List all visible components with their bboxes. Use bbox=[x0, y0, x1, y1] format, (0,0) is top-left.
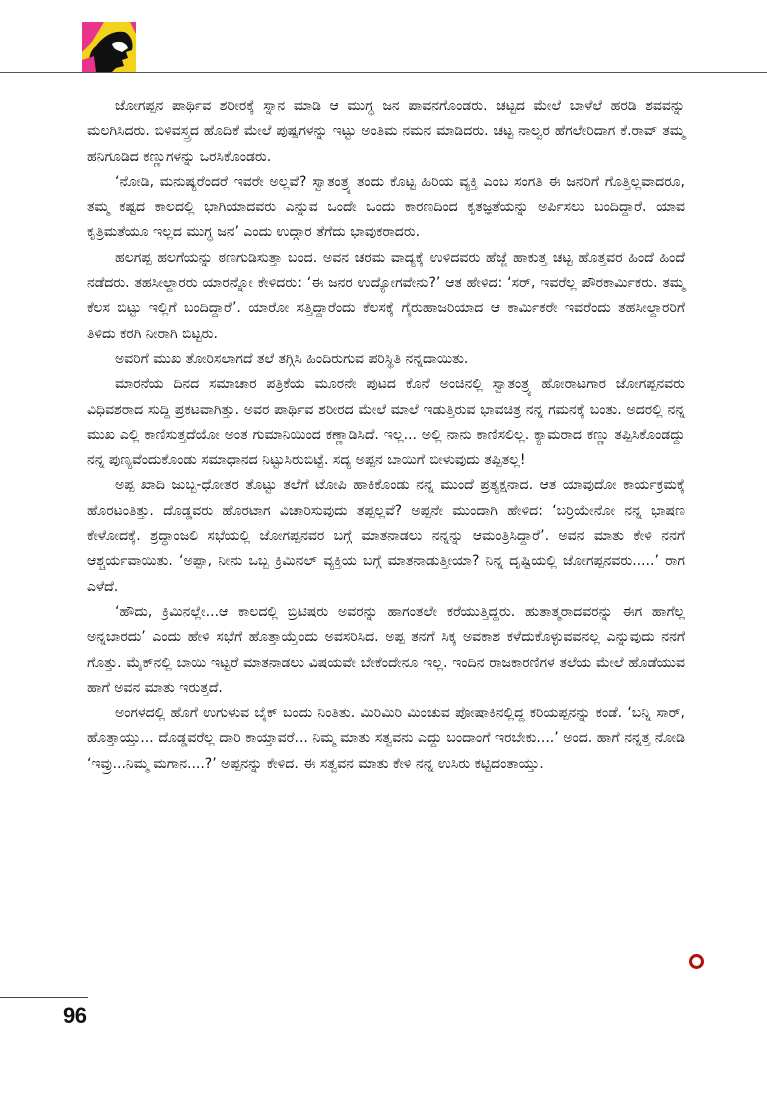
paragraph: ಮಾರನೆಯ ದಿನದ ಸಮಾಚಾರ ಪತ್ರಿಕೆಯ ಮೂರನೇ ಪುಟದ ಕೊನೆ ಅಂಚಿನಲ್ಲಿ ಸ್ವಾತಂತ್ರ್ಯ ಹೋರಾಟಗಾರ ಜೋಗಪ್ಪನವರು ವಿಧಿವಶರಾದ ಸುದ್ದಿ ಪ್ರಕಟವಾಗಿತ್ತು. ಅವರ ಪಾರ್ಥಿವ ಶರೀರದ ಮೇಲೆ ಮಾಲೆ ಇಡುತ್ತಿರುವ ಭಾವಚಿತ್ರ ನನ್ನ ಗಮನಕ್ಕೆ ಬಂತು. ಅದರಲ್ಲಿ ನನ್ನ ಮುಖ ಎಲ್ಲಿ ಕಾಣಿಸುತ್ತದೆಯೋ ಅಂತ ಗುಮಾನಿಯಿಂದ ಕಣ್ಣಾಡಿಸಿದೆ. ಇಲ್ಲ... ಅಲ್ಲಿ ನಾನು ಕಾಣಿಸಲಿಲ್ಲ. ಕ್ಯಾಮರಾದ ಕಣ್ಣು ತಪ್ಪಿಸಿಕೊಂಡದ್ದು ನನ್ನ ಪುಣ್ಯವೆಂದುಕೊಂಡು ಸಮಾಧಾನದ ನಿಟ್ಟುಸಿರುಬಿಟ್ಟೆ. ಸದ್ಯ ಅಪ್ಪನ ಬಾಯಿಗೆ ಬೀಳುವುದು ತಪ್ಪಿತಲ್ಲ! bbox=[87, 376, 685, 469]
paragraph: ‘ಹೌದು, ಕ್ರಿಮಿನಲ್ಲೇ...ಆ ಕಾಲದಲ್ಲಿ ಬ್ರಿಟಿಷರು ಅವರನ್ನು ಹಾಗಂತಲೇ ಕರೆಯುತ್ತಿದ್ದರು. ಹುತಾತ್ಮರಾದವರನ್ನು ಈಗ ಹಾಗೆಲ್ಲ ಅನ್ನಬಾರದು’ ಎಂದು ಹೇಳಿ ಸಭೆಗೆ ಹೊತ್ತಾಯ್ತೆಂದು ಅವಸರಿಸಿದ. ಅಪ್ಪ ತನಗೆ ಸಿಕ್ಕ ಅವಕಾಶ ಕಳೆದುಕೊಳ್ಳುವವನಲ್ಲ ಎನ್ನುವುದು ನನಗೆ ಗೊತ್ತು. ಮೈಕ್‌ನಲ್ಲಿ ಬಾಯಿ ಇಟ್ಟರೆ ಮಾತನಾಡಲು ವಿಷಯವೇ ಬೇಕೆಂದೇನೂ ಇಲ್ಲ. ಇಂದಿನ ರಾಜಕಾರಣಿಗಳ ತಲೆಯ ಮೇಲೆ ಹೊಡೆಯುವ ಹಾಗೆ ಅವನ ಮಾತು ಇರುತ್ತದೆ. bbox=[87, 603, 685, 696]
paragraph: ಅಂಗಳದಲ್ಲಿ ಹೊಗೆ ಉಗುಳುವ ಬೈಕ್ ಬಂದು ನಿಂತಿತು. ಮಿರಿಮಿರಿ ಮಿಂಚುವ ಪೋಷಾಕಿನಲ್ಲಿದ್ದ ಕರಿಯಪ್ಪನನ್ನು ಕಂಡೆ. ‘ಬನ್ನಿ ಸಾರ್, ಹೊತ್ತಾಯ್ತು... ದೊಡ್ಡವರೆಲ್ಲ ದಾರಿ ಕಾಯ್ತಾವರೆ... ನಿಮ್ಮ ಮಾತು ಸತ್ವವನು ಎದ್ದು ಬಂದಾಂಗೆ ಇರಬೇಕು....’ ಅಂದ. ಹಾಗೆ ನನ್ನತ್ತ ನೋಡಿ ‘ಇವ್ರು...ನಿಮ್ಮ ಮಗಾನ....?’ ಅಪ್ಪನನ್ನು ಕೇಳಿದ. ಈ ಸತ್ವವನ ಮಾತು ಕೇಳಿ ನನ್ನ ಉಸಿರು ಕಟ್ಟಿದಂತಾಯ್ತು. bbox=[87, 705, 685, 772]
paragraph: ಅಪ್ಪ ಖಾದಿ ಜುಬ್ಬ-ಧೋತರ ತೊಟ್ಟು ತಲೆಗೆ ಟೋಪಿ ಹಾಕಿಕೊಂಡು ನನ್ನ ಮುಂದೆ ಪ್ರತ್ಯಕ್ಷನಾದ. ಆತ ಯಾವುದೋ ಕಾರ್ಯಕ್ರಮಕ್ಕೆ ಹೊರಟಂತಿತ್ತು. ದೊಡ್ಡವರು ಹೊರಟಾಗ ವಿಚಾರಿಸುವುದು ತಪ್ಪಲ್ಲವೆ? ಅಪ್ಪನೇ ಮುಂದಾಗಿ ಹೇಳಿದ: ‘ಬರ‍್ರಿಯೇನೋ ನನ್ನ ಭಾಷಣ ಕೇಳೋದಕ್ಕೆ. ಶ್ರದ್ಧಾಂಜಲಿ ಸಭೆಯಲ್ಲಿ ಜೋಗಪ್ಪನವರ ಬಗ್ಗೆ ಮಾತನಾಡಲು ನನ್ನನ್ನು ಆಮಂತ್ರಿಸಿದ್ದಾರೆ’. ಅವನ ಮಾತು ಕೇಳಿ ನನಗೆ ಆಶ್ಚರ್ಯವಾಯಿತು. ‘ಅಪ್ಪಾ, ನೀನು ಒಬ್ಬ ಕ್ರಿಮಿನಲ್ ವ್ಯಕ್ತಿಯ ಬಗ್ಗೆ ಮಾತನಾಡುತ್ತೀಯಾ? ನಿನ್ನ ದೃಷ್ಟಿಯಲ್ಲಿ ಜೋಗಪ್ಪನವರು.....’ ರಾಗ ಎಳೆದೆ. bbox=[87, 477, 685, 595]
article-body bbox=[87, 94, 685, 777]
header-rule bbox=[0, 72, 767, 73]
paragraph: ‘ನೋಡಿ, ಮನುಷ್ಯರೆಂದರೆ ಇವರೇ ಅಲ್ಲವೆ? ಸ್ವಾತಂತ್ರ್ಯ ತಂದು ಕೊಟ್ಟ ಹಿರಿಯ ವ್ಯಕ್ತಿ ಎಂಬ ಸಂಗತಿ ಈ ಜನರಿಗೆ ಗೊತ್ತಿಲ್ಲವಾದರೂ, ತಮ್ಮ ಕಷ್ಟದ ಕಾಲದಲ್ಲಿ ಭಾಗಿಯಾದವರು ಎನ್ನುವ ಒಂದೇ ಒಂದು ಕಾರಣದಿಂದ ಕೃತಜ್ಞತೆಯನ್ನು ಅರ್ಪಿಸಲು ಬಂದಿದ್ದಾರೆ. ಯಾವ ಕೃತ್ರಿಮತೆಯೂ ಇಲ್ಲದ ಮುಗ್ಧ ಜನ’ ಎಂದು ಉದ್ಗಾರ ತೆಗೆದು ಭಾವುಕರಾದರು. bbox=[87, 173, 685, 241]
paragraph: ಜೋಗಪ್ಪನ ಪಾರ್ಥಿವ ಶರೀರಕ್ಕೆ ಸ್ನಾನ ಮಾಡಿ ಆ ಮುಗ್ಧ ಜನ ಪಾವನಗೊಂಡರು. ಚಟ್ಟದ ಮೇಲೆ ಬಾಳೆಲೆ ಹರಡಿ ಶವವನ್ನು ಮಲಗಿಸಿದರು. ಬಿಳಿವಸ್ತ್ರದ ಹೊದಿಕೆ ಮೇಲೆ ಪುಷ್ಪಗಳನ್ನು ಇಟ್ಟು ಅಂತಿಮ ನಮನ ಮಾಡಿದರು. ಚಟ್ಟ ನಾಲ್ವರ ಹೆಗಲೇರಿದಾಗ ಕೆ.ರಾವ್ ತಮ್ಮ ಹನಿಗೂಡಿದ ಕಣ್ಣುಗಳನ್ನು ಒರಸಿಕೊಂಡರು. bbox=[87, 98, 685, 165]
paragraph: ಅವರಿಗೆ ಮುಖ ತೋರಿಸಲಾಗದೆ ತಲೆ ತಗ್ಗಿಸಿ ಹಿಂದಿರುಗುವ ಪರಿಸ್ಥಿತಿ ನನ್ನದಾಯಿತು. bbox=[115, 350, 469, 367]
paragraph: ಹಲಗಪ್ಪ ಹಲಗೆಯನ್ನು ಠಣಗುಡಿಸುತ್ತಾ ಬಂದ. ಅವನ ಚರಮ ವಾದ್ಯಕ್ಕೆ ಉಳಿದವರು ಹೆಜ್ಜೆ ಹಾಕುತ್ತ ಚಟ್ಟ ಹೊತ್ತವರ ಹಿಂದೆ ಹಿಂದೆ ನಡೆದರು. ತಹಸೀಲ್ದಾರರು ಯಾರನ್ನೋ ಕೇಳಿದರು: ‘ಈ ಜನರ ಉದ್ಯೋಗವೇನು?’ ಆತ ಹೇಳಿದ: ‘ಸರ್, ಇವರೆಲ್ಲ ಪೌರಕಾರ್ಮಿಕರು. ತಮ್ಮ ಕೆಲಸ ಬಿಟ್ಟು ಇಲ್ಲಿಗೆ ಬಂದಿದ್ದಾರೆ’. ಯಾರೋ ಸತ್ತಿದ್ದಾರೆಂದು ಕೆಲಸಕ್ಕೆ ಗೈರುಹಾಜರಿಯಾದ ಆ ಕಾರ್ಮಿಕರೇ ಇವರೆಂದು ತಹಸೀಲ್ದಾರರಿಗೆ ತಿಳಿದು ಕರಗಿ ನೀರಾಗಿ ಬಿಟ್ಟರು. bbox=[87, 249, 685, 342]
ring-end-mark-icon bbox=[689, 954, 704, 969]
page-number: 96 bbox=[63, 1003, 87, 1028]
face-profile-logo-icon bbox=[82, 22, 136, 72]
magazine-logo bbox=[82, 22, 136, 72]
footer-rule bbox=[0, 997, 88, 998]
